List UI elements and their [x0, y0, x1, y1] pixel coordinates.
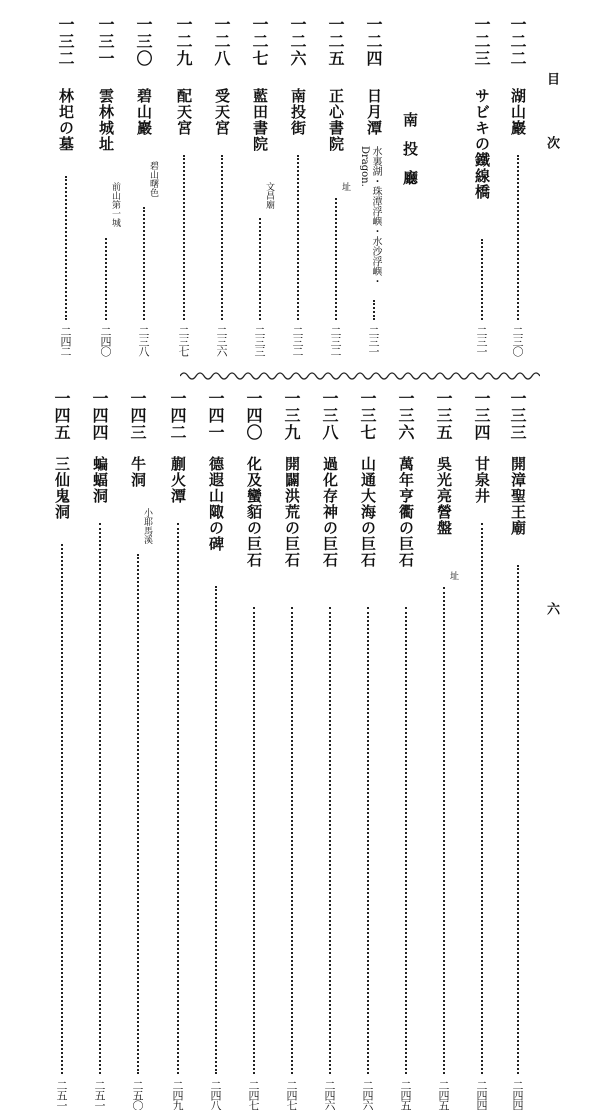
entry-number: 一三七 [358, 390, 377, 441]
entry-number: 一四五 [52, 390, 71, 441]
entry-page: 二五一 [55, 1080, 68, 1110]
wavy-divider [180, 370, 540, 382]
entry-title: 林圯の墓 [57, 88, 75, 152]
dot-leader [61, 544, 63, 1074]
entry-title: 藍田書院 [251, 88, 269, 152]
entry-page: 二四二 [59, 326, 72, 356]
entry-page: 二四八 [209, 1080, 222, 1110]
toc-entry [358, 16, 390, 366]
entry-title: 蝙蝠洞 [91, 456, 109, 504]
dot-leader [481, 239, 483, 320]
dot-leader [373, 300, 375, 320]
toc-entry [238, 390, 270, 1110]
entry-note: 址 [448, 571, 458, 580]
entry-page: 二五一 [93, 1080, 106, 1110]
entry-note: 文昌廟 [264, 182, 274, 209]
dot-leader [253, 607, 255, 1074]
toc-entry [314, 390, 346, 1110]
toc-entry [200, 390, 232, 1110]
dot-leader [443, 587, 445, 1074]
entry-number: 一二五 [326, 16, 345, 67]
entry-page: 二三一 [475, 326, 488, 356]
entry-page: 二五〇 [131, 1080, 144, 1110]
entry-page: 二四六 [323, 1080, 336, 1110]
toc-entry [428, 390, 460, 1110]
dot-leader [517, 565, 519, 1074]
toc-entry [84, 390, 116, 1110]
dot-leader [177, 523, 179, 1074]
entry-page: 二三一 [367, 326, 380, 356]
toc-entry [282, 16, 314, 366]
entry-number: 一四二 [168, 390, 187, 441]
entry-title: 過化存神の巨石 [321, 456, 339, 568]
entry-number: 一三九 [282, 390, 301, 441]
dot-leader [481, 523, 483, 1074]
entry-title: 萬年亨衢の巨石 [397, 456, 415, 568]
entry-title: サビキの鐵線橋 [473, 88, 491, 200]
entry-note: 碧山曙色 [148, 161, 158, 197]
dot-leader [65, 176, 67, 320]
toc-entry [466, 390, 498, 1110]
entry-title: 南投街 [289, 88, 307, 136]
entry-title: 開漳聖王廟 [509, 456, 527, 536]
header-ji: 次 [544, 136, 559, 149]
dot-leader [259, 218, 261, 320]
entry-title: 碧山巖 [135, 88, 153, 136]
entry-number: 一三四 [472, 390, 491, 441]
entry-number: 一四四 [90, 390, 109, 441]
toc-entry [50, 16, 82, 366]
entry-page: 二三〇 [511, 326, 524, 356]
entry-note: 水裏湖・珠潭浮嶼・水沙浮嶼・Dragon. [359, 146, 381, 286]
entry-number: 一三三 [508, 390, 527, 441]
dot-leader [297, 155, 299, 320]
toc-entry [122, 390, 154, 1110]
entry-number: 一二六 [288, 16, 307, 67]
toc-entry [128, 16, 160, 366]
toc-entry [276, 390, 308, 1110]
entry-page: 二四六 [361, 1080, 374, 1110]
dot-leader [143, 207, 145, 320]
dot-leader [517, 155, 519, 320]
entry-number: 一二四 [364, 16, 383, 67]
entry-note: 小耶馬溪 [142, 508, 152, 544]
toc-entry [502, 16, 534, 366]
entry-page: 二四七 [285, 1080, 298, 1110]
entry-title: 湖山巖 [509, 88, 527, 136]
dot-leader [405, 607, 407, 1074]
toc-entry [352, 390, 384, 1110]
dot-leader [137, 554, 139, 1074]
entry-page: 二四七 [247, 1080, 260, 1110]
entry-title: 三仙鬼洞 [53, 456, 71, 520]
toc-entry [90, 16, 122, 366]
entry-page: 二三二 [329, 326, 342, 356]
entry-number: 一三八 [320, 390, 339, 441]
entry-page: 二三三 [253, 326, 266, 356]
toc-entry [46, 390, 78, 1110]
dot-leader [183, 155, 185, 320]
entry-title: 吳光亮營盤 [435, 456, 453, 536]
dot-leader [367, 607, 369, 1074]
entry-number: 一二九 [174, 16, 193, 67]
entry-note: 前山第一城 [110, 182, 120, 227]
entry-number: 一三六 [396, 390, 415, 441]
entry-page: 二三七 [177, 326, 190, 356]
page-number: 六 [544, 602, 559, 615]
entry-page: 二三六 [215, 326, 228, 356]
entry-title: 化及蠻貊の巨石 [245, 456, 263, 568]
entry-number: 一三二 [56, 16, 75, 67]
entry-number: 一三一 [96, 16, 115, 67]
entry-page: 二三二 [291, 326, 304, 356]
entry-title: 蒯火潭 [169, 456, 187, 504]
entry-number: 一二八 [212, 16, 231, 67]
toc-entry [168, 16, 200, 366]
entry-number: 一四一 [206, 390, 225, 441]
entry-title: 牛洞 [129, 456, 147, 488]
toc-entry [502, 390, 534, 1110]
entry-title: 配天宮 [175, 88, 193, 136]
entry-page: 二三八 [137, 326, 150, 356]
entry-title: 德遐山陬の碑 [207, 456, 225, 552]
entry-title: 雲林城址 [97, 88, 115, 152]
toc-entry [320, 16, 352, 366]
entry-note: 址 [340, 182, 350, 191]
entry-title: 山通大海の巨石 [359, 456, 377, 568]
toc-entry [162, 390, 194, 1110]
entry-number: 一二三 [472, 16, 491, 67]
dot-leader [215, 586, 217, 1074]
entry-title: 甘泉井 [473, 456, 491, 504]
dot-leader [335, 198, 337, 320]
entry-number: 一四三 [128, 390, 147, 441]
toc-entry [466, 16, 498, 366]
dot-leader [221, 155, 223, 320]
toc-entry [206, 16, 238, 366]
dot-leader [105, 238, 107, 320]
entry-number: 一四〇 [244, 390, 263, 441]
entry-page: 二四五 [399, 1080, 412, 1110]
entry-number: 一二七 [250, 16, 269, 67]
entry-title: 正心書院 [327, 88, 345, 152]
entry-title: 日月潭 [365, 88, 383, 136]
entry-number: 一三〇 [134, 16, 153, 67]
dot-leader [99, 523, 101, 1074]
toc-entry [390, 390, 422, 1110]
entry-title: 開闢洪荒の巨石 [283, 456, 301, 568]
entry-title: 受天宮 [213, 88, 231, 136]
entry-page: 二四〇 [99, 326, 112, 356]
dot-leader [329, 607, 331, 1074]
entry-page: 二四九 [171, 1080, 184, 1110]
section-heading: 南投廳 [401, 112, 419, 199]
entry-number: 一二二 [508, 16, 527, 67]
toc-entry [244, 16, 276, 366]
entry-page: 二四四 [475, 1080, 488, 1110]
entry-page: 二四四 [511, 1080, 524, 1110]
entry-page: 二四五 [437, 1080, 450, 1110]
entry-number: 一三五 [434, 390, 453, 441]
dot-leader [291, 607, 293, 1074]
header-mokuji: 目 [544, 72, 559, 85]
